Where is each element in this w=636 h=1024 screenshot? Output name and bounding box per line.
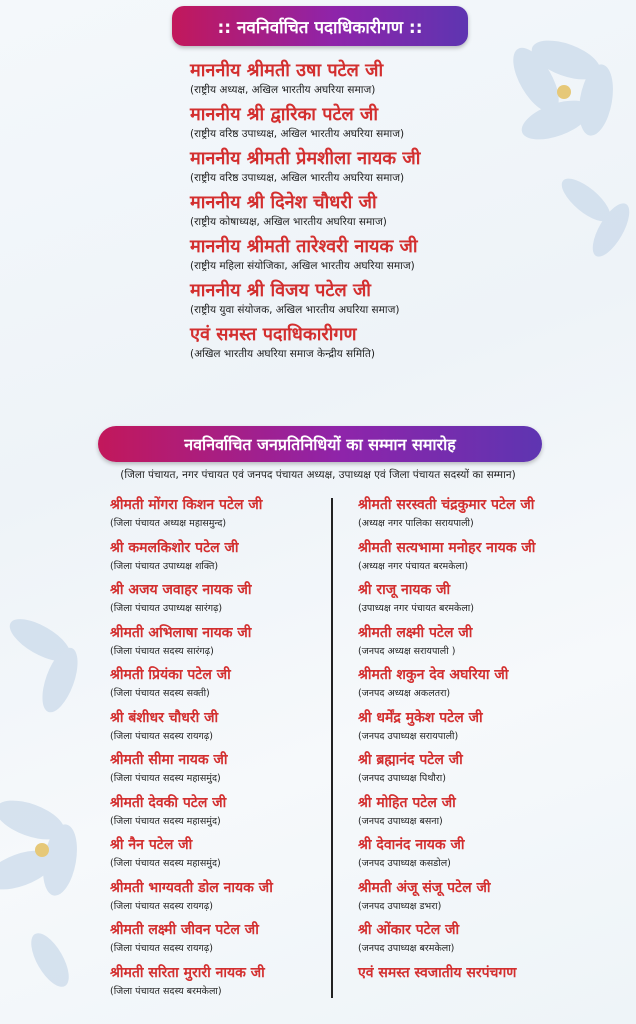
member-post: (जनपद उपाध्यक्ष बरमकेला) bbox=[358, 943, 455, 954]
member-name: श्रीमती प्रियंका पटेल जी bbox=[110, 667, 231, 683]
member-name: श्री धर्मेंद्र मुकेश पटेल जी bbox=[358, 709, 483, 726]
left-column bbox=[110, 494, 320, 1004]
column-divider bbox=[331, 498, 333, 998]
list-item bbox=[110, 919, 320, 962]
officer-name: माननीय श्री द्वारिका पटेल जी bbox=[190, 104, 379, 125]
member-name: श्रीमती सरस्वती चंद्रकुमार पटेल जी bbox=[358, 497, 535, 513]
officers-list bbox=[190, 58, 610, 366]
officer-name: माननीय श्री दिनेश चौधरी जी bbox=[190, 192, 377, 213]
officer-item bbox=[190, 190, 610, 230]
member-post: (जनपद अध्यक्ष सरायपाली ) bbox=[358, 645, 456, 657]
member-name: श्रीमती शकुन देव अघरिया जी bbox=[358, 667, 509, 683]
member-name: श्री कमलकिशोर पटेल जी bbox=[110, 539, 239, 556]
list-item bbox=[110, 707, 320, 750]
member-post: (जिला पंचायत सदस्य रायगढ़) bbox=[110, 730, 213, 742]
member-post: (जनपद उपाध्यक्ष पिथौरा) bbox=[358, 773, 446, 784]
list-item bbox=[110, 622, 320, 665]
member-name: श्रीमती देवकी पटेल जी bbox=[110, 794, 227, 811]
list-item bbox=[358, 579, 598, 622]
member-name: श्रीमती सत्यभामा मनोहर नायक जी bbox=[358, 539, 536, 556]
member-name: श्री राजू नायक जी bbox=[358, 582, 451, 598]
officer-item bbox=[190, 146, 610, 186]
list-item bbox=[110, 962, 320, 1005]
officer-role: (राष्ट्रीय महिला संयोजिका, अखिल भारतीय अघरिया समाज) bbox=[190, 260, 415, 272]
officer-name: माननीय श्री विजय पटेल जी bbox=[190, 280, 371, 301]
list-item bbox=[358, 919, 598, 962]
member-post: (जिला पंचायत सदस्य महासमुंद) bbox=[110, 858, 221, 869]
officer-item bbox=[190, 58, 610, 98]
list-item bbox=[358, 792, 598, 835]
list-item bbox=[110, 877, 320, 920]
member-name: श्री नैन पटेल जी bbox=[110, 837, 193, 853]
right-column bbox=[358, 494, 598, 984]
member-name: श्रीमती लक्ष्मी पटेल जी bbox=[358, 624, 473, 641]
felicitation-subtitle: (जिला पंचायत, नगर पंचायत एवं जनपद पंचायत अध्यक्ष, उपाध्यक्ष एवं जिला पंचायत सदस्यों का सम्मान) bbox=[120, 469, 516, 481]
member-name: श्री मोहित पटेल जी bbox=[358, 794, 456, 811]
officer-item bbox=[190, 322, 610, 362]
member-name: श्रीमती सीमा नायक जी bbox=[110, 752, 228, 768]
list-item bbox=[110, 579, 320, 622]
list-item bbox=[358, 664, 598, 707]
list-item bbox=[358, 834, 598, 877]
member-name: श्री ओंकार पटेल जी bbox=[358, 922, 460, 938]
member-post: (जिला पंचायत सदस्य रायगढ़) bbox=[110, 943, 213, 954]
member-post: (जिला पंचायत सदस्य सारंगढ़) bbox=[110, 645, 214, 657]
list-item bbox=[110, 664, 320, 707]
member-name: श्रीमती अभिलाषा नायक जी bbox=[110, 624, 252, 641]
member-post: (जिला पंचायत उपाध्यक्ष शक्ति) bbox=[110, 560, 219, 572]
officer-name: माननीय श्रीमती तारेश्वरी नायक जी bbox=[190, 236, 418, 257]
member-post: (जनपद उपाध्यक्ष डभरा) bbox=[358, 900, 442, 912]
officer-role: (राष्ट्रीय वरिष्ठ उपाध्यक्ष, अखिल भारतीय अघरिया समाज) bbox=[190, 128, 405, 140]
member-name: श्रीमती मोंगरा किशन पटेल जी bbox=[110, 497, 263, 513]
member-name: श्रीमती अंजू संजू पटेल जी bbox=[358, 879, 491, 896]
officer-name: माननीय श्रीमती प्रेमशीला नायक जी bbox=[190, 148, 421, 169]
member-post: (जिला पंचायत सदस्य रायगढ़) bbox=[110, 900, 213, 912]
list-item bbox=[110, 749, 320, 792]
list-item bbox=[358, 749, 598, 792]
list-item bbox=[358, 494, 598, 537]
list-item bbox=[110, 792, 320, 835]
officer-role: (अखिल भारतीय अघरिया समाज केन्द्रीय समिति) bbox=[190, 348, 375, 360]
list-item bbox=[358, 622, 598, 665]
officer-item bbox=[190, 102, 610, 142]
member-name: श्री ब्रह्मानंद पटेल जी bbox=[358, 752, 463, 768]
officers-header-title: :: नवनिर्वाचित पदाधिकारीगण :: bbox=[217, 17, 423, 38]
member-name: श्रीमती सरिता मुरारी नायक जी bbox=[110, 964, 265, 981]
member-post: (जनपद उपाध्यक्ष सरायपाली) bbox=[358, 730, 459, 742]
officer-role: (राष्ट्रीय कोषाध्यक्ष, अखिल भारतीय अघरिया समाज) bbox=[190, 216, 387, 228]
list-item bbox=[110, 537, 320, 580]
member-post: (जनपद उपाध्यक्ष बसना) bbox=[358, 815, 443, 827]
member-name: श्री बंशीधर चौधरी जी bbox=[110, 709, 219, 726]
member-post: (जनपद उपाध्यक्ष कसडोल) bbox=[358, 858, 451, 869]
list-item bbox=[358, 707, 598, 750]
floral-decoration-left-icon bbox=[0, 560, 110, 1020]
member-post: (उपाध्यक्ष नगर पंचायत बरमकेला) bbox=[358, 603, 474, 614]
officer-item bbox=[190, 234, 610, 274]
member-post: (जिला पंचायत सदस्य सक्ती) bbox=[110, 688, 210, 699]
officer-role: (राष्ट्रीय अध्यक्ष, अखिल भारतीय अघरिया समाज) bbox=[190, 84, 376, 96]
member-name: श्रीमती लक्ष्मी जीवन पटेल जी bbox=[110, 922, 259, 938]
member-post: (जिला पंचायत सदस्य महासमुंद) bbox=[110, 815, 221, 827]
list-item bbox=[110, 494, 320, 537]
list-item bbox=[358, 877, 598, 920]
member-post: (जिला पंचायत अध्यक्ष महासमुन्द) bbox=[110, 518, 227, 529]
list-item bbox=[358, 537, 598, 580]
officer-role: (राष्ट्रीय युवा संयोजक, अखिल भारतीय अघरिया समाज) bbox=[190, 304, 400, 316]
member-post: (अध्यक्ष नगर पालिका सरायपाली) bbox=[358, 518, 474, 529]
list-item bbox=[110, 834, 320, 877]
officer-name: माननीय श्रीमती उषा पटेल जी bbox=[190, 60, 384, 81]
member-post: (जनपद अध्यक्ष अकलतरा) bbox=[358, 688, 451, 699]
member-post: (जिला पंचायत उपाध्यक्ष सारंगढ़) bbox=[110, 603, 223, 614]
member-post: (अध्यक्ष नगर पंचायत बरमकेला) bbox=[358, 560, 469, 572]
felicitation-header bbox=[98, 426, 542, 462]
member-name: श्री अजय जवाहर नायक जी bbox=[110, 582, 252, 598]
member-name: श्रीमती भाग्यवती डोल नायक जी bbox=[110, 879, 273, 896]
closing-line: एवं समस्त स्वजातीय सरपंचगण bbox=[358, 964, 517, 981]
member-post: (जिला पंचायत सदस्य महासमुंद) bbox=[110, 773, 221, 784]
member-post: (जिला पंचायत सदस्य बरमकेला) bbox=[110, 985, 222, 997]
member-name: श्री देवानंद नायक जी bbox=[358, 837, 465, 853]
officer-role: (राष्ट्रीय वरिष्ठ उपाध्यक्ष, अखिल भारतीय अघरिया समाज) bbox=[190, 172, 405, 184]
officers-header bbox=[172, 6, 468, 46]
felicitation-title: नवनिर्वाचित जनप्रतिनिधियों का सम्मान समारोह bbox=[184, 435, 456, 454]
officer-name: एवं समस्त पदाधिकारीगण bbox=[190, 324, 357, 345]
officer-item bbox=[190, 278, 610, 318]
